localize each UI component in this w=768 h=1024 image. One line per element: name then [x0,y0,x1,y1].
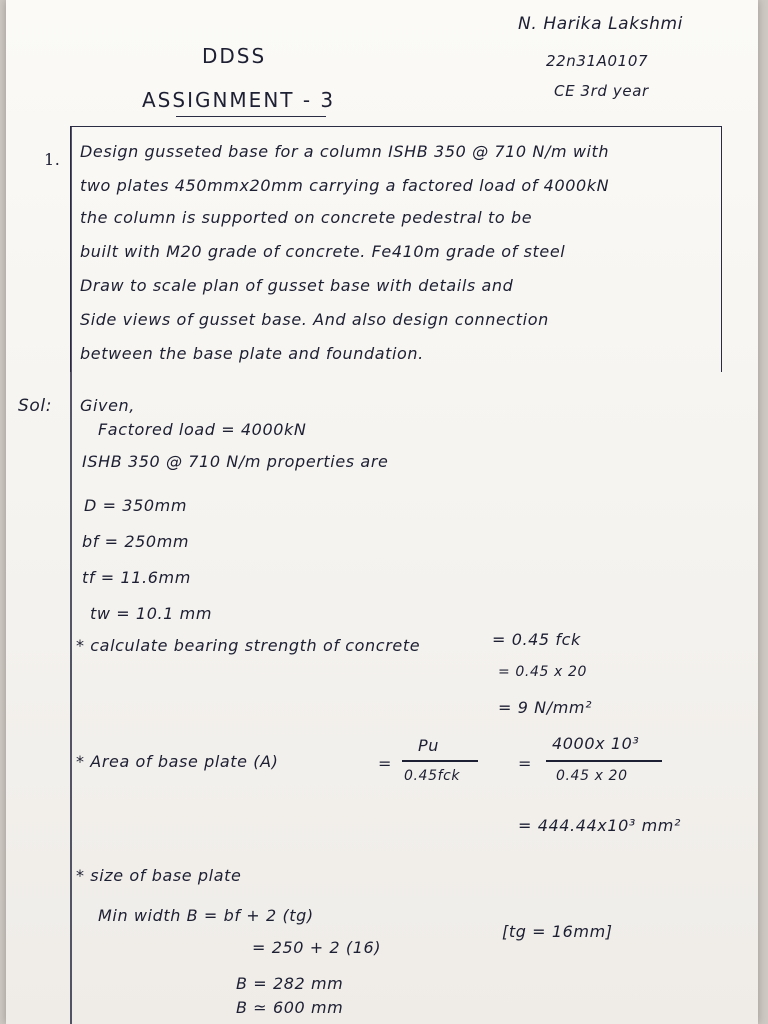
area-denominator-1: 0.45fck [404,768,461,784]
size-heading: * size of base plate [76,866,242,885]
assignment-page [6,0,758,1024]
bearing-step-1: = 0.45 fck [492,630,581,649]
bearing-heading: * calculate bearing strength of concrete [76,636,421,655]
area-equals-1: = [378,754,393,773]
title-underline [176,116,326,117]
web-thickness-value: tw = 10.1 mm [90,604,213,623]
tg-note: [tg = 16mm] [502,922,613,941]
fraction-bar-2 [546,760,662,762]
margin-line [70,126,72,1024]
min-width-formula: Min width B = bf + 2 (tg) [98,906,314,925]
area-result: = 444.44x10³ mm² [518,816,681,835]
width-result-2: B ≃ 600 mm [236,998,344,1017]
area-numerator-2: 4000x 10³ [552,734,640,753]
bearing-step-3: = 9 N/mm² [498,698,593,717]
student-name: N. Harika Lakshmi [518,14,683,34]
depth-value: D = 350mm [84,496,188,515]
section-properties: ISHB 350 @ 710 N/m properties are [82,452,389,471]
question-line-3: the column is supported on concrete pedestral to be [80,208,533,227]
question-line-5: Draw to scale plan of gusset base with details and [80,276,514,295]
question-line-2: two plates 450mmx20mm carrying a factored load of 4000kN [80,176,610,195]
student-roll: 22n31A0107 [546,52,649,70]
width-result-1: B = 282 mm [236,974,344,993]
area-heading: * Area of base plate (A) [76,752,279,771]
question-line-4: built with M20 grade of concrete. Fe410m grade of steel [80,242,566,261]
question-number: 1. [44,150,61,169]
student-year: CE 3rd year [554,82,649,100]
area-denominator-2: 0.45 x 20 [556,768,628,784]
given-label: Given, [80,396,135,415]
fraction-bar-1 [402,760,478,762]
bearing-step-2: = 0.45 x 20 [498,664,587,680]
area-numerator-1: Pu [418,736,439,755]
solution-label: Sol: [18,396,53,416]
min-width-substitution: = 250 + 2 (16) [252,938,382,957]
question-line-7: between the base plate and foundation. [80,344,424,363]
question-line-6: Side views of gusset base. And also design connection [80,310,549,329]
area-equals-2: = [518,754,533,773]
flange-width-value: bf = 250mm [82,532,190,551]
assignment-title: ASSIGNMENT - 3 [142,88,336,112]
question-line-1: Design gusseted base for a column ISHB 350 @ 710 N/m with [80,142,610,161]
flange-thickness-value: tf = 11.6mm [82,568,191,587]
course-title: DDSS [202,44,267,68]
factored-load: Factored load = 4000kN [98,420,307,439]
